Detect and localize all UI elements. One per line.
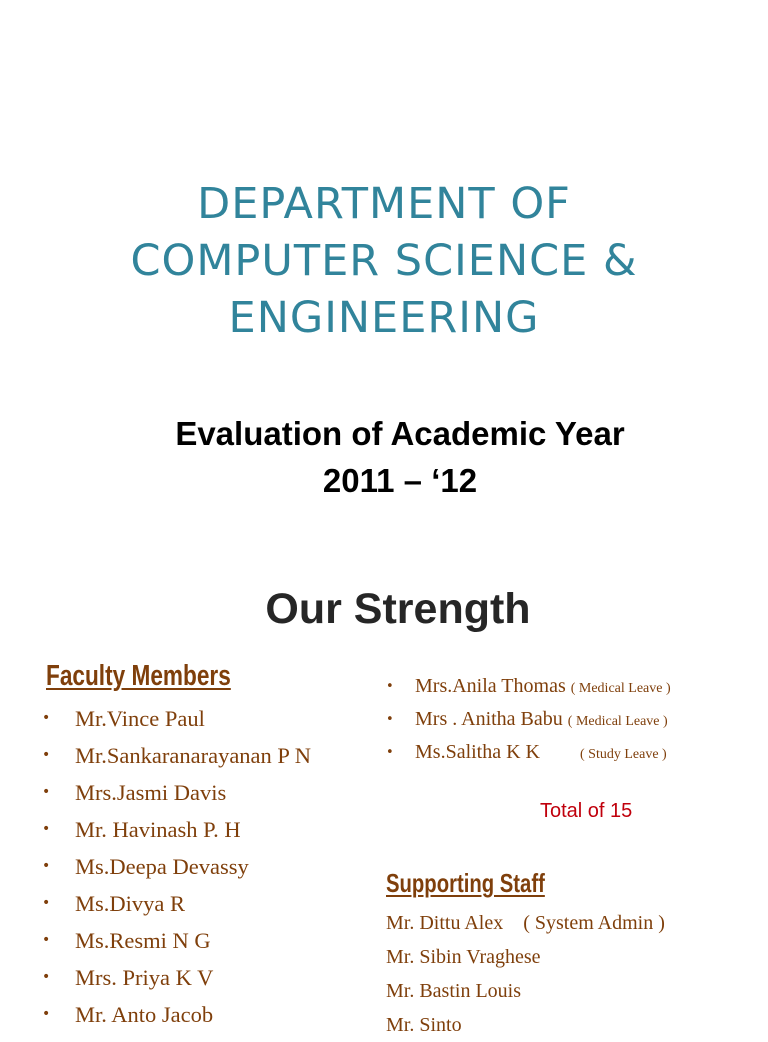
bullet-icon: •	[42, 710, 51, 726]
staff-heading: Supporting Staff	[386, 868, 545, 898]
list-item	[42, 922, 311, 959]
faculty-name: Ms.Salitha K K	[415, 741, 540, 763]
list-item	[42, 737, 311, 774]
bullet-icon: •	[386, 745, 394, 760]
leave-note: ( Medical Leave )	[570, 681, 671, 696]
list-item	[42, 700, 311, 737]
department-title	[0, 176, 768, 347]
staff-list	[386, 906, 665, 1042]
faculty-heading: Faculty Members	[46, 660, 231, 692]
leave-note: ( Medical Leave )	[567, 714, 668, 729]
faculty-name: Mrs . Anitha Babu	[415, 708, 563, 730]
strength-heading: Our Strength	[265, 585, 531, 633]
faculty-name: Mr. Anto Jacob	[75, 1002, 214, 1027]
list-item	[42, 996, 311, 1033]
faculty-name: Mrs.Anila Thomas	[415, 675, 566, 697]
bullet-icon: •	[42, 895, 51, 911]
faculty-name: Ms.Resmi N G	[75, 928, 211, 953]
evaluation-subtitle	[0, 410, 768, 504]
faculty-on-leave-list	[386, 670, 671, 769]
list-item	[42, 811, 311, 848]
bullet-icon: •	[42, 821, 51, 837]
faculty-name: Mr.Sankaranarayanan P N	[75, 743, 311, 768]
list-item: Mr. Sibin Vraghese	[386, 946, 541, 968]
bullet-icon: •	[42, 932, 51, 948]
list-item: Mr. Dittu Alex ( System Admin )	[386, 912, 665, 934]
faculty-name: Ms.Deepa Devassy	[75, 854, 249, 879]
list-item	[386, 703, 671, 736]
faculty-name: Mr. Havinash P. H	[75, 817, 241, 842]
bullet-icon: •	[386, 679, 394, 694]
subtitle-line: 2011 – ‘12	[322, 462, 478, 499]
title-line: DEPARTMENT OF	[197, 179, 571, 229]
subtitle-line: Evaluation of Academic Year	[175, 415, 625, 452]
title-line: COMPUTER SCIENCE &	[130, 236, 638, 286]
list-item: Mr. Bastin Louis	[386, 980, 522, 1002]
bullet-icon: •	[42, 969, 51, 985]
bullet-icon: •	[42, 858, 51, 874]
bullet-icon: •	[42, 784, 51, 800]
leave-note: ( Study Leave )	[580, 747, 667, 762]
bullet-icon: •	[42, 747, 51, 763]
list-item	[386, 736, 671, 769]
list-item	[42, 848, 311, 885]
list-item	[42, 959, 311, 996]
faculty-name: Mrs.Jasmi Davis	[75, 780, 227, 805]
list-item	[386, 670, 671, 703]
faculty-name: Mrs. Priya K V	[75, 965, 214, 990]
list-item	[42, 885, 311, 922]
faculty-list	[42, 700, 311, 1033]
total-count: Total of 15	[540, 800, 633, 822]
bullet-icon: •	[386, 712, 394, 727]
faculty-name: Ms.Divya R	[75, 891, 186, 916]
title-line: ENGINEERING	[228, 293, 540, 343]
list-item	[42, 774, 311, 811]
bullet-icon: •	[42, 1006, 51, 1022]
list-item: Mr. Sinto	[386, 1014, 462, 1036]
faculty-name: Mr.Vince Paul	[75, 706, 205, 731]
